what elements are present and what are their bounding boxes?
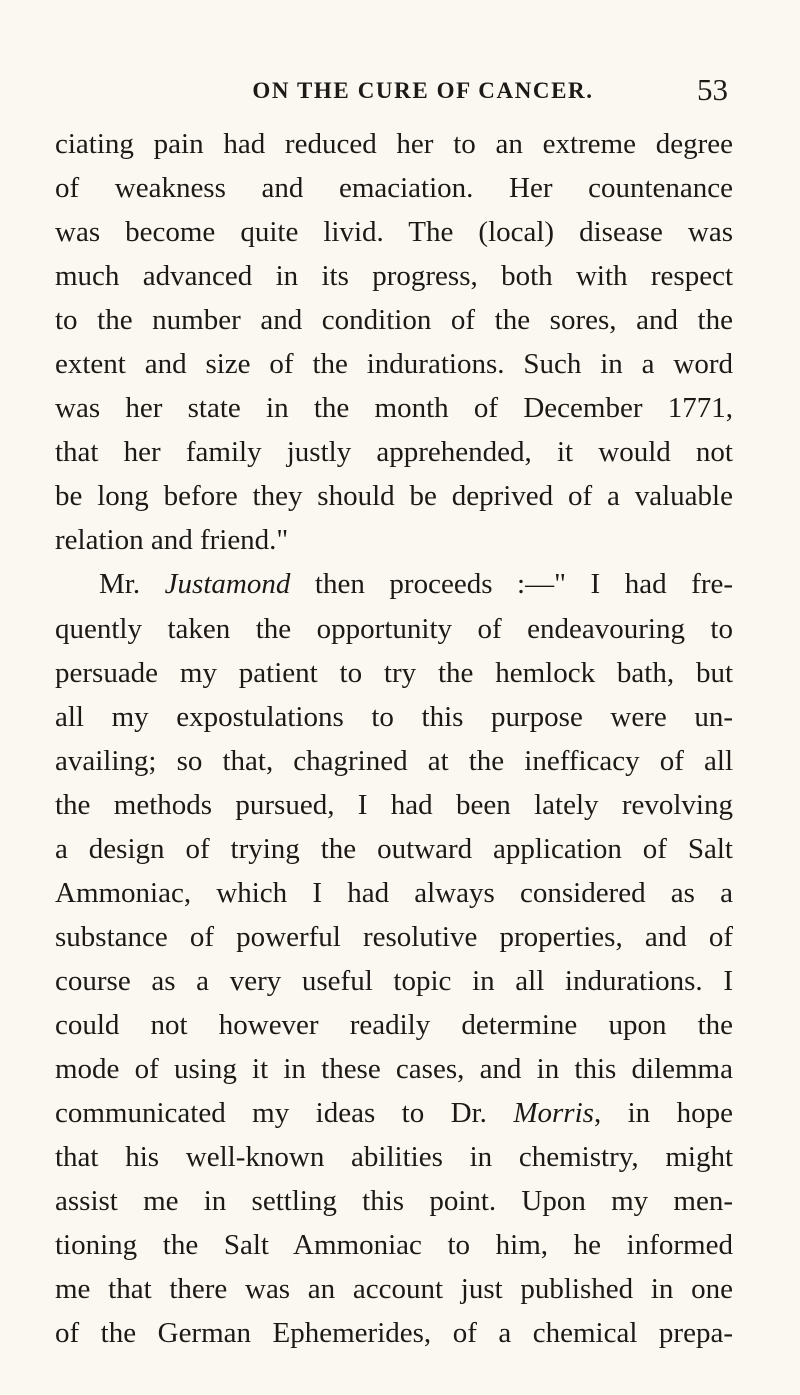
body-text bbox=[55, 122, 733, 1355]
text-line: a design of trying the outward application of Salt bbox=[55, 832, 733, 865]
text-line-paragraph-start bbox=[55, 562, 733, 606]
text-line: mode of using it in these cases, and in this dilemma bbox=[55, 1052, 733, 1085]
text-fragment: , in hope bbox=[593, 1097, 733, 1130]
text-line: all my expostulations to this purpose were un- bbox=[55, 700, 733, 733]
text-line: assist me in settling this point. Upon my men- bbox=[55, 1185, 733, 1218]
text-line: was her state in the month of December 1771, bbox=[55, 392, 733, 425]
text-line: that his well-known abilities in chemistry, might bbox=[55, 1141, 733, 1174]
text-line: persuade my patient to try the hemlock bath, but bbox=[55, 656, 733, 689]
text-line: course as a very useful topic in all indurations. I bbox=[55, 964, 733, 997]
text-line: of weakness and emaciation. Her countenance bbox=[55, 172, 733, 205]
text-line bbox=[55, 1091, 733, 1135]
text-line: that her family justly apprehended, it would not bbox=[55, 436, 733, 469]
text-line: much advanced in its progress, both with respect bbox=[55, 260, 733, 293]
text-line: could not however readily determine upon the bbox=[55, 1008, 733, 1041]
running-head: ON THE CURE OF CANCER. bbox=[252, 78, 594, 103]
text-line: substance of powerful resolutive properties, and of bbox=[55, 920, 733, 953]
italic-name-morris: Morris bbox=[513, 1097, 594, 1130]
text-line-paragraph-end: relation and friend." bbox=[55, 524, 289, 557]
text-line: the methods pursued, I had been lately revolving bbox=[55, 788, 733, 821]
text-line: tioning the Salt Ammoniac to him, he informed bbox=[55, 1229, 733, 1262]
text-line: me that there was an account just published in one bbox=[55, 1273, 733, 1306]
text-fragment: then proceeds :—" I had fre- bbox=[314, 568, 733, 601]
text-line: be long before they should be deprived of a valuable bbox=[55, 480, 733, 513]
text-line: extent and size of the indurations. Such in a word bbox=[55, 348, 733, 381]
text-line: was become quite livid. The (local) disease was bbox=[55, 216, 733, 249]
text-line: quently taken the opportunity of endeavouring to bbox=[55, 612, 733, 645]
text-fragment: Mr. bbox=[99, 568, 141, 601]
italic-name-justamond: Justamond bbox=[164, 568, 291, 601]
text-line: of the German Ephemerides, of a chemical prepa- bbox=[55, 1317, 733, 1350]
text-fragment: communicated my ideas to Dr. bbox=[55, 1097, 487, 1130]
text-line: Ammoniac, which I had always considered as a bbox=[55, 876, 733, 909]
text-line: availing; so that, chagrined at the inefficacy of all bbox=[55, 744, 733, 777]
text-line: to the number and condition of the sores, and the bbox=[55, 304, 733, 337]
page-header bbox=[118, 72, 728, 112]
text-line: ciating pain had reduced her to an extreme degree bbox=[55, 128, 733, 160]
page-number: 53 bbox=[697, 72, 728, 107]
